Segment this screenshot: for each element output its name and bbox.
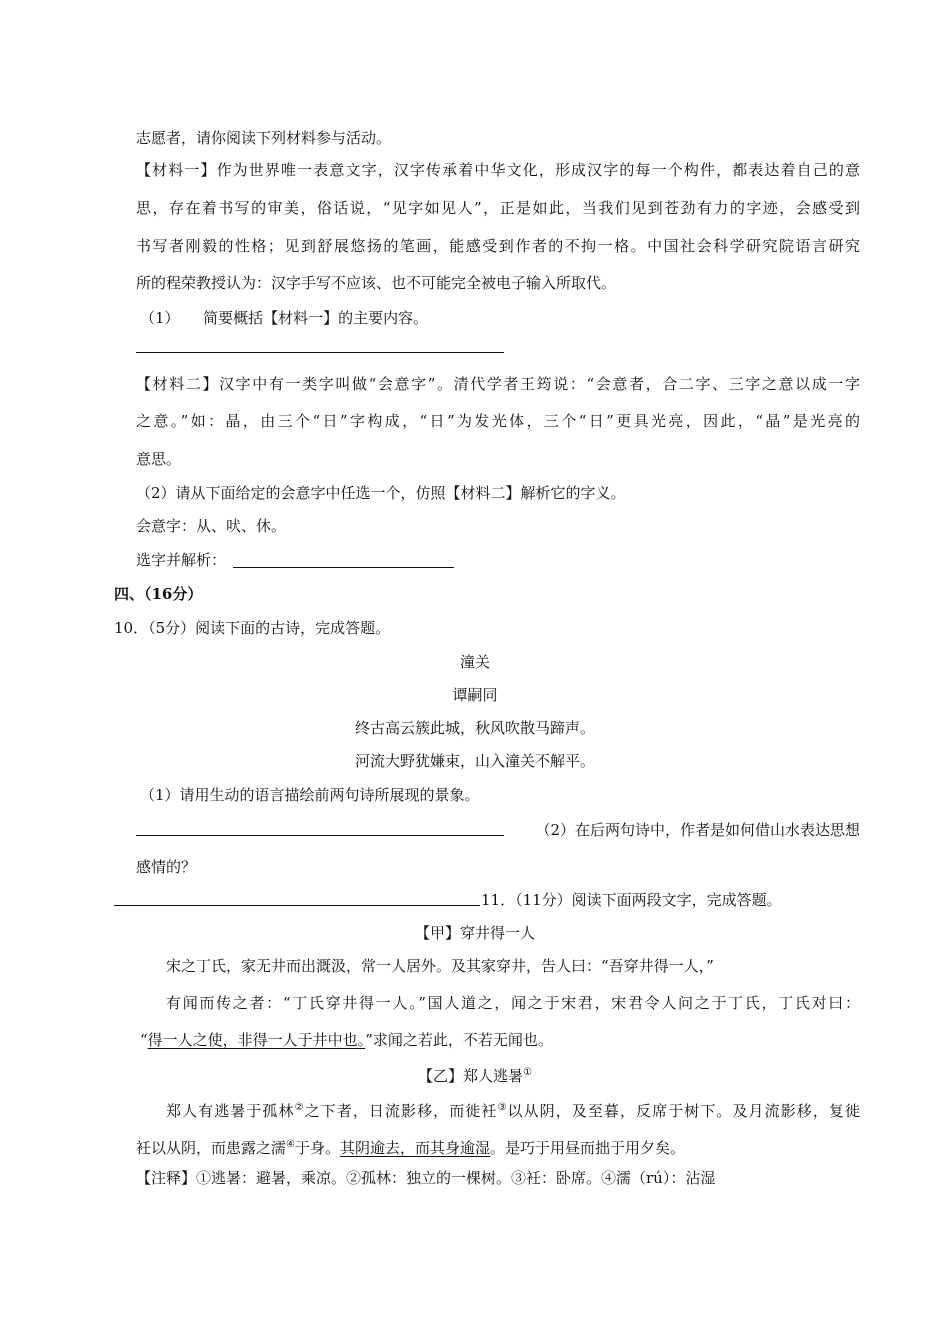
q2-answer-label: 选字并解析： [136, 551, 227, 569]
material1-line-1: 【材料一】作为世界唯一表意文字，汉字传承着中华文化，形成汉字的每一个构件，都表达着自己的意 [136, 161, 860, 179]
jia-underlined-sentence: 得一人之使，非得一人于井中也。 [147, 1031, 366, 1049]
footnote-mark-4: ④ [286, 1139, 295, 1150]
q10-intro: 10．（5分）阅读下面的古诗，完成答题。 [114, 619, 391, 637]
section4-heading: 四、（16分） [114, 585, 203, 603]
jia-line-3 [140, 1030, 553, 1050]
q11-intro: 11．（11分）阅读下面两段文字，完成答题。 [481, 891, 782, 909]
jia-line-3-rest: ”求闻之若此，不若无闻也。 [365, 1031, 553, 1049]
poem-title: 潼关 [459, 653, 490, 671]
yi-title-footnote-mark: ① [523, 1067, 532, 1078]
yi-line-2-b: 于身。 [294, 1139, 340, 1157]
poem-line-2: 河流大野犹嫌束，山入潼关不解平。 [354, 752, 595, 770]
poem-author: 谭嗣同 [452, 686, 498, 704]
q10-sub1-answer-line[interactable] [136, 835, 504, 836]
yi-line-1-b: 之下者，日流影移，而徙衽 [304, 1102, 498, 1120]
q1-number: （1） [140, 309, 180, 327]
jia-line-2: 有闻而传之者：“丁氏穿井得一人。”国人道之，闻之于宋君，宋君令人问之于丁氏，丁氏对曰： [166, 994, 860, 1012]
yi-line-1 [166, 1098, 860, 1121]
poem-line-1: 终古高云簇此城，秋风吹散马蹄声。 [354, 719, 595, 737]
q1-text: 简要概括【材料一】的主要内容。 [203, 309, 429, 327]
footnote-mark-2: ② [294, 1102, 305, 1113]
material2-line-3: 意思。 [136, 450, 182, 468]
yi-underlined-sentence: 其阴逾去，而其身逾湿 [340, 1139, 491, 1157]
material2-line-1: 【材料二】汉字中有一类字叫做“会意字”。清代学者王筠说：“会意者，合二字、三字之意以成一字 [136, 375, 860, 393]
material1-line-3: 书写者刚毅的性格；见到舒展悠扬的笔画，能感受到作者的不拘一格。中国社会科学研究院语言研究 [136, 237, 860, 255]
footnote-mark-3: ③ [497, 1102, 508, 1113]
yi-line-2-c: 。是巧于用昼而拙于用夕矣。 [490, 1139, 686, 1157]
q2-answer-line[interactable] [233, 567, 454, 568]
yi-title: 【乙】郑人逃暑 [418, 1067, 524, 1085]
q10-sub2-answer-line[interactable] [114, 905, 480, 906]
yi-line-1-c: 以从阴，及至暮，反席于树下。及月流影移，复徙 [507, 1102, 860, 1120]
q2-chars: 会意字：从、吠、休。 [136, 517, 287, 535]
jia-line-3-open-quote: “ [140, 1031, 148, 1049]
yi-line-2 [136, 1135, 685, 1158]
yi-line-2-a: 衽以从阴，而患露之濡 [136, 1139, 287, 1157]
material2-line-2: 之意。”如：晶，由三个“日”字构成，“日”为发光体，三个“日”更具光亮，因此，“晶”是光亮的 [136, 412, 860, 430]
q1-answer-line[interactable] [136, 352, 504, 353]
q2-prompt: （2）请从下面给定的会意字中任选一个，仿照【材料二】解析它的字义。 [136, 484, 626, 502]
yi-line-1-a: 郑人有逃暑于孤林 [166, 1102, 295, 1120]
material1-line-4: 所的程荣教授认为：汉字手写不应该、也不可能完全被电子输入所取代。 [136, 274, 617, 292]
q10-sub2-line-2: 感情的？ [136, 858, 197, 876]
yi-title-wrap [0, 1063, 950, 1086]
intro-line: 志愿者，请你阅读下列材料参与活动。 [136, 129, 392, 147]
jia-line-1: 宋之丁氏，家无井而出溉汲，常一人居外。及其家穿井，告人曰：“吾穿井得一人，” [166, 957, 714, 975]
q1-prompt [140, 308, 428, 328]
yi-notes: 【注释】①逃暑：避暑，乘凉。②孤林：独立的一棵树。③衽：卧席。④濡（rú）：沾湿 [136, 1169, 716, 1187]
jia-title: 【甲】穿井得一人 [414, 924, 535, 942]
q10-sub2-line-1: （2）在后两句诗中，作者是如何借山水表达思想 [535, 821, 860, 839]
material1-line-2: 思，存在着书写的审美，俗话说，“见字如见人”，正是如此，当我们见到苍劲有力的字迹，会感受到 [136, 199, 860, 217]
q10-sub1: （1）请用生动的语言描绘前两句诗所展现的景象。 [140, 786, 480, 804]
